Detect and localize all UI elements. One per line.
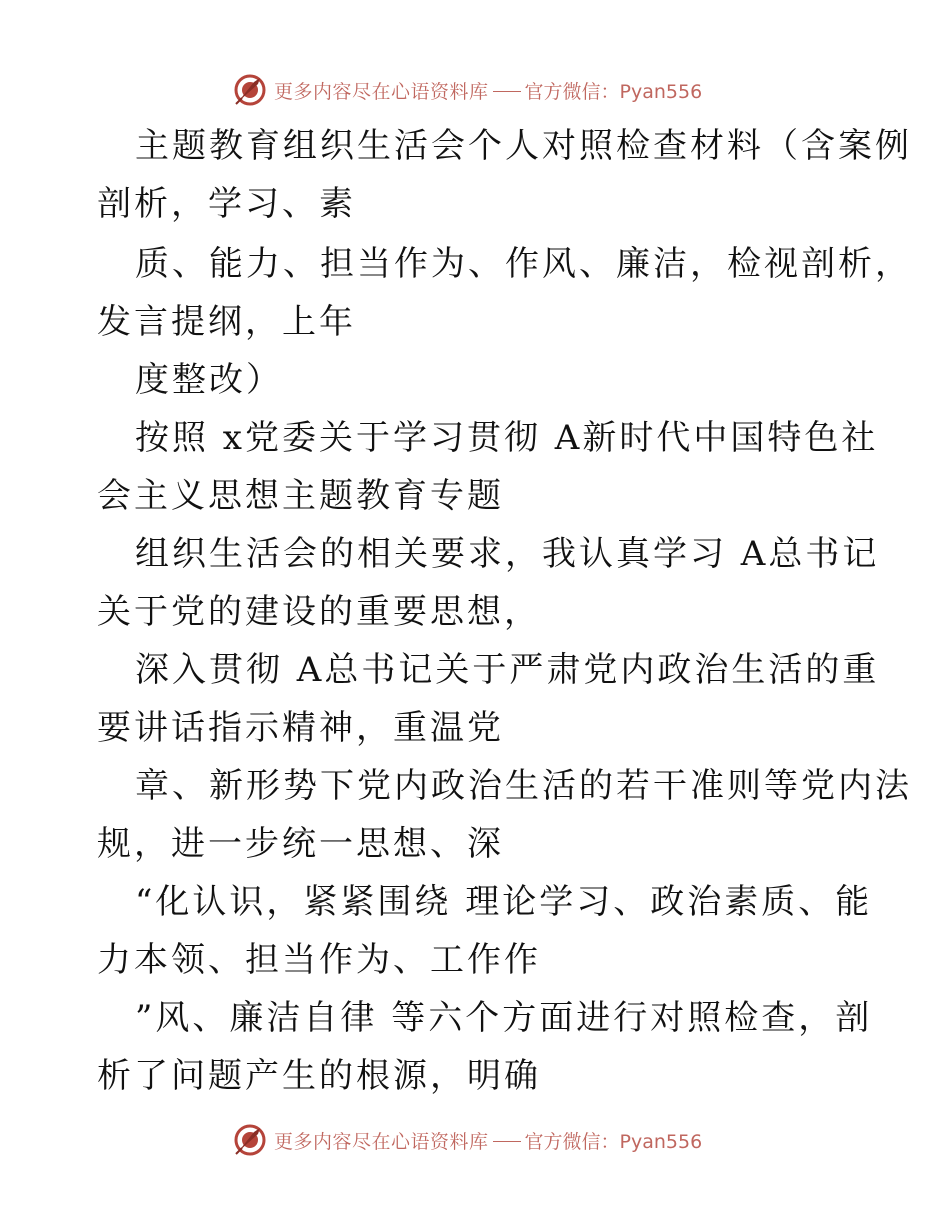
- doc-line: 规，进一步统一思想、深: [97, 824, 504, 864]
- banner-dash: [493, 91, 521, 92]
- header-banner: [232, 72, 702, 108]
- banner-official-text: 官方微信：Pyan556: [524, 1130, 703, 1153]
- doc-line: 度整改）: [135, 360, 283, 400]
- doc-line: 力本领、担当作为、工作作: [97, 940, 541, 980]
- doc-line: 深入贯彻 A总书记关于严肃党内政治生活的重: [135, 650, 880, 690]
- doc-line: 关于党的建设的重要思想，: [97, 592, 541, 632]
- doc-line: 章、新形势下党内政治生活的若干准则等党内法: [135, 766, 912, 806]
- doc-line: 要讲话指示精神，重温党: [97, 708, 504, 748]
- doc-line: 剖析，学习、素: [97, 184, 356, 224]
- doc-line: 析了问题产生的根源，明确: [97, 1056, 541, 1096]
- banner-brand-text: 更多内容尽在心语资料库: [274, 1130, 489, 1153]
- doc-line: 主题教育组织生活会个人对照检查材料（含案例: [135, 126, 912, 166]
- footer-banner: [232, 1122, 702, 1158]
- quill-logo-icon: [232, 1122, 268, 1158]
- doc-line: ”风、廉洁自律 等六个方面进行对照检查，剖: [135, 998, 873, 1038]
- doc-line: 组织生活会的相关要求，我认真学习 A总书记: [135, 534, 880, 574]
- banner-dash: [493, 1141, 521, 1142]
- doc-line: 会主义思想主题教育专题: [97, 476, 504, 516]
- quill-logo-icon: [232, 72, 268, 108]
- banner-brand-text: 更多内容尽在心语资料库: [274, 80, 489, 103]
- doc-line: 发言提纲，上年: [97, 302, 356, 342]
- banner-official-text: 官方微信：Pyan556: [524, 80, 703, 103]
- doc-line: “化认识，紧紧围绕 理论学习、政治素质、能: [135, 882, 873, 922]
- doc-line: 按照 x党委关于学习贯彻 A新时代中国特色社: [135, 418, 879, 458]
- doc-line: 质、能力、担当作为、作风、廉洁，检视剖析，: [135, 244, 912, 284]
